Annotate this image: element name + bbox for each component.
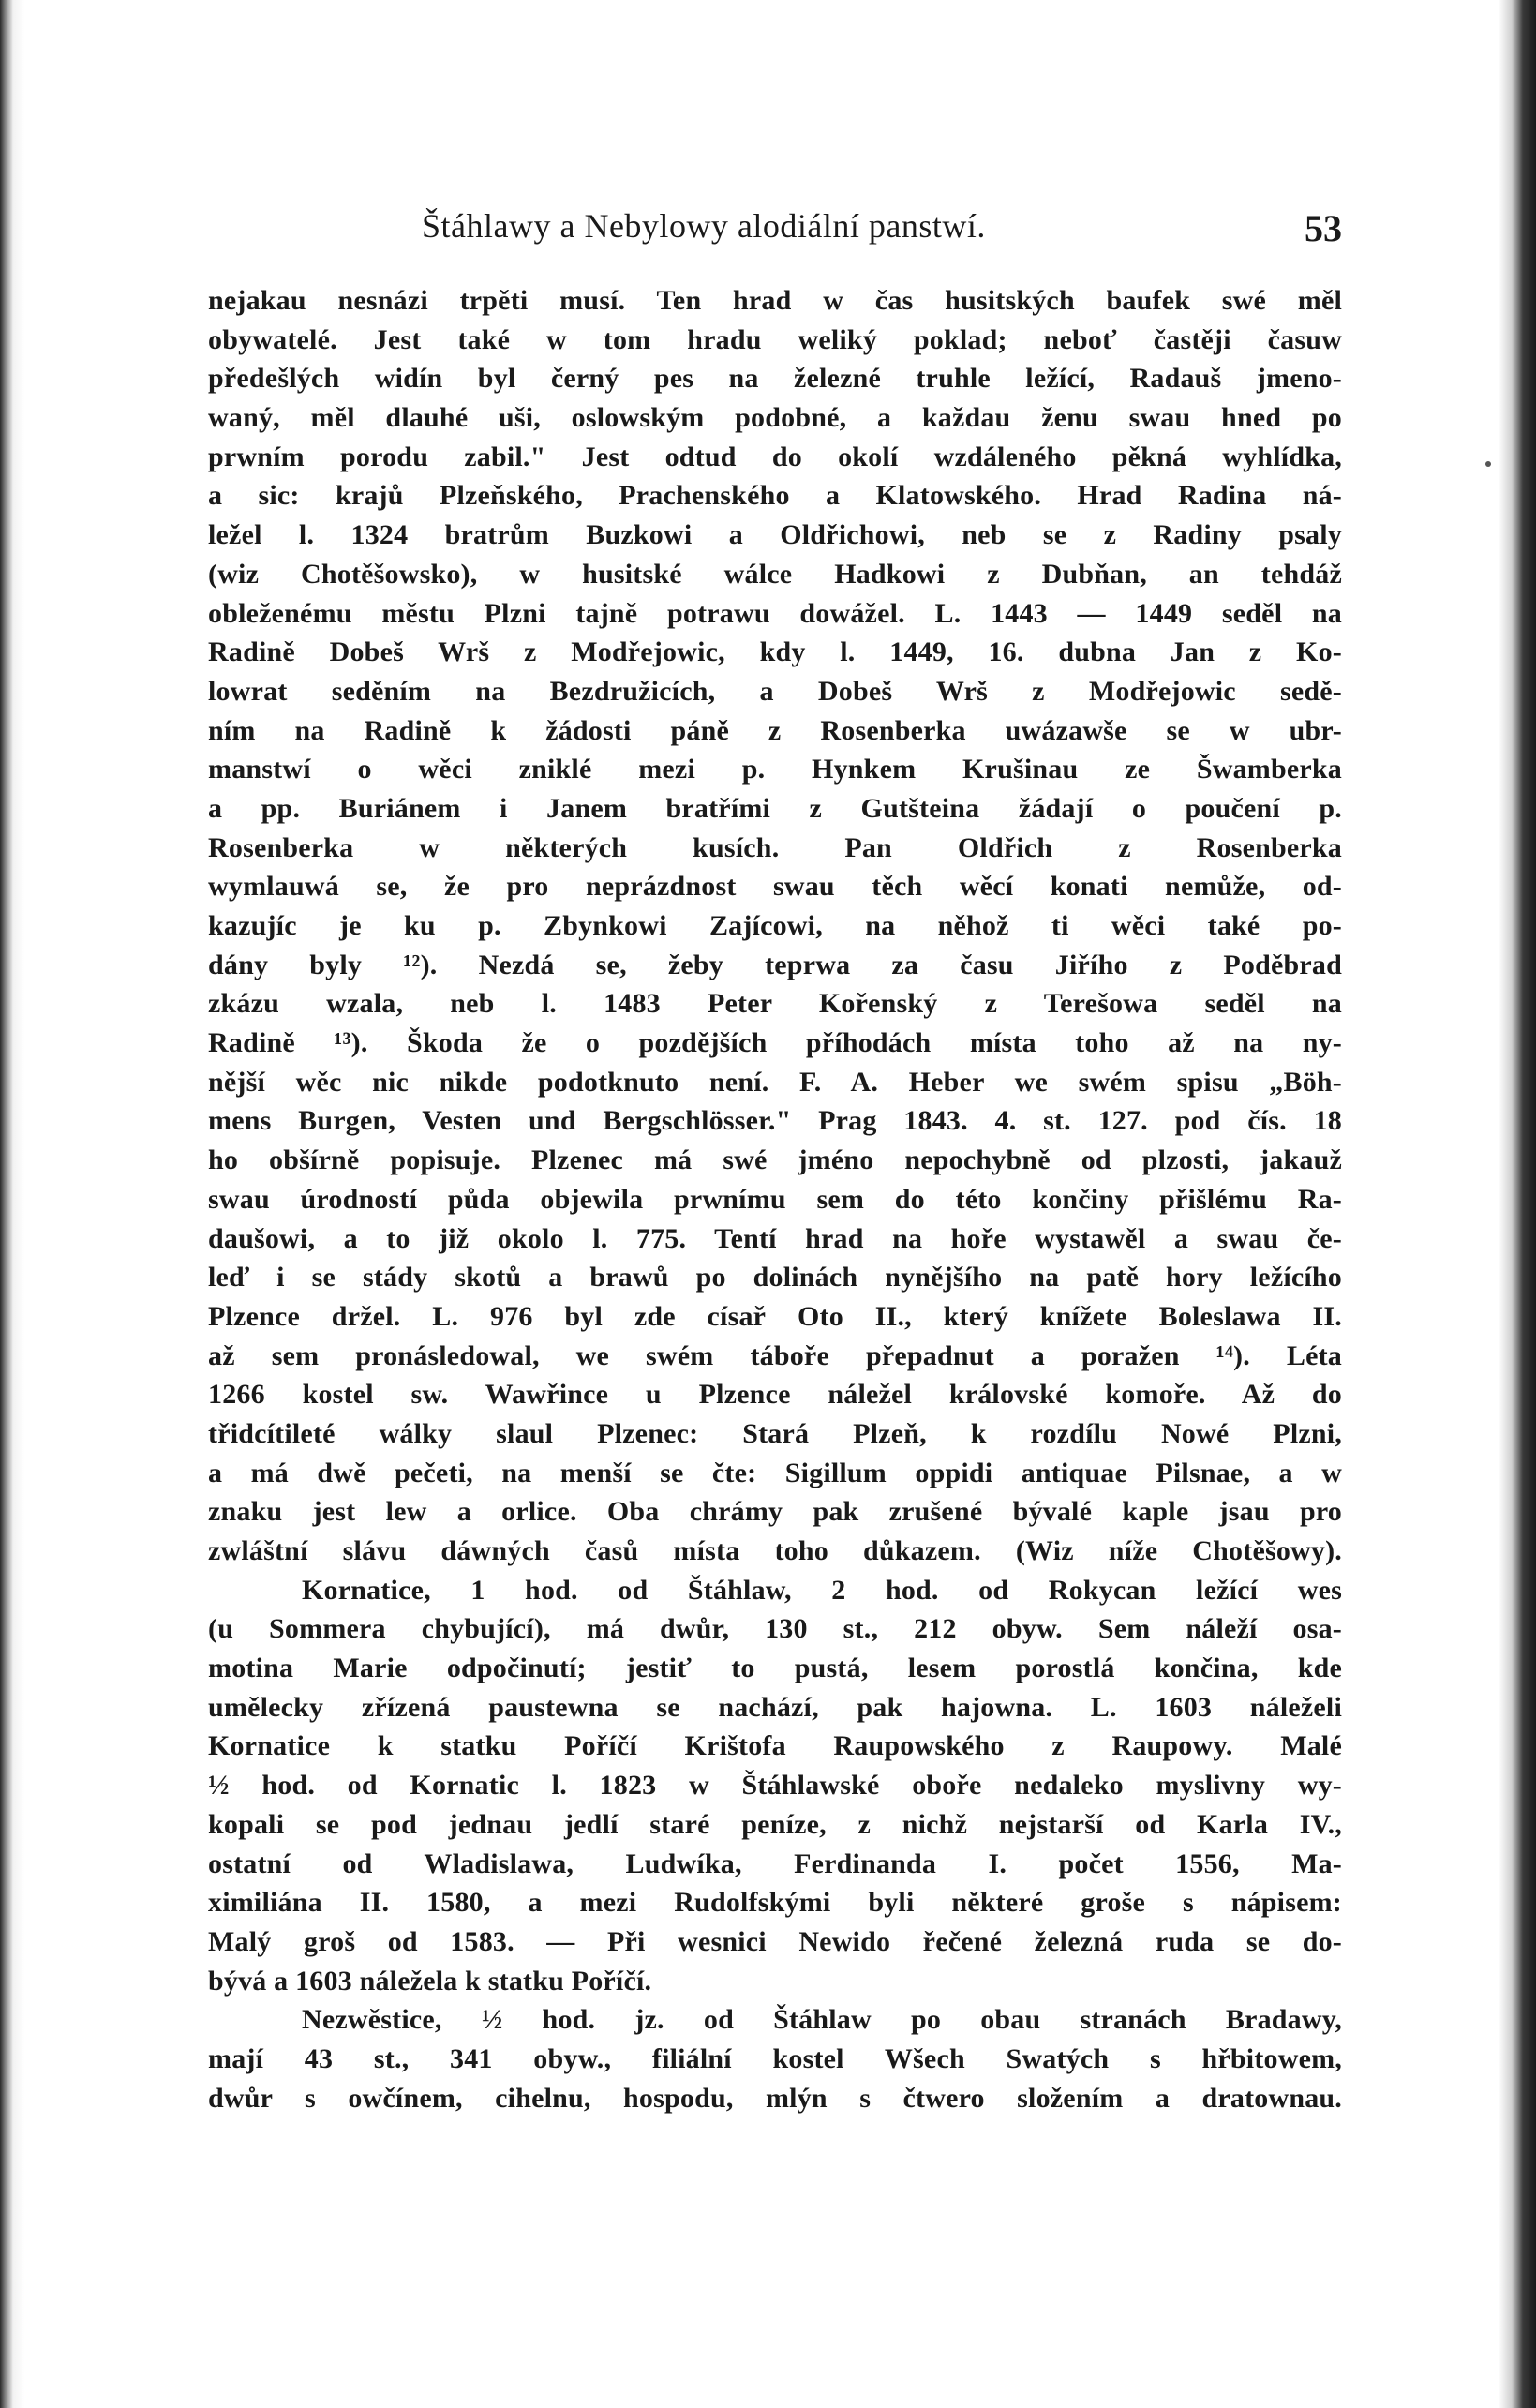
text-line: leď i se stády skotů a brawů po dolinách nynějšího na patě hory ležícího — [208, 1262, 1342, 1294]
dust-speck — [1485, 461, 1491, 467]
body-text — [208, 281, 1342, 2117]
text-line: mens Burgen, Vesten und Bergschlösser." Prag 1843. 4. st. 127. pod čís. 18 — [208, 1105, 1342, 1137]
text-line: a sic: krajů Plzeňského, Prachenského a Klatowského. Hrad Radina ná- — [208, 480, 1342, 512]
text-line: Kornatice k statku Poříčí Krištofa Raupowského z Raupowy. Malé — [208, 1730, 1342, 1762]
text-line: Plzence držel. L. 976 byl zde císař Oto II., který knížete Boleslawa II. — [208, 1300, 1342, 1332]
text-line: kopali se pod jednau jedlí staré peníze, z nichž nejstarší od Karla IV., — [208, 1808, 1342, 1840]
text-line: obywatelé. Jest také w tom hradu weliký poklad; neboť častěji časuw — [208, 323, 1342, 355]
text-line: waný, měl dlauhé uši, oslowským podobné, a každau ženu swau hned po — [208, 402, 1342, 434]
text-line: nejakau nesnázi trpěti musí. Ten hrad w čas husitských baufek swé měl — [208, 285, 1342, 316]
text-line: zwláštní slávu dáwných časů místa toho důkazem. (Wiz níže Chotěšowy). — [208, 1535, 1342, 1566]
text-line: nější wěc nic nikde podotknuto není. F. A. Heber we swém spisu „Böh- — [208, 1066, 1342, 1098]
text-line: třidcítileté wálky slaul Plzenec: Stará Plzeň, k rozdílu Nowé Plzni, — [208, 1417, 1342, 1449]
text-line: Radině ¹³). Škoda že o pozdějších příhodách místa toho až na ny- — [208, 1027, 1342, 1059]
text-line: ½ hod. od Kornatic l. 1823 w Štáhlawské oboře nedaleko myslivny wy- — [208, 1770, 1342, 1802]
text-line: znaku jest lew a orlice. Oba chrámy pak zrušené bývalé kaple jsau pro — [208, 1496, 1342, 1528]
text-line: manstwí o wěci zniklé mezi p. Hynkem Krušinau ze Šwamberka — [208, 754, 1342, 785]
text-line: 1266 kostel sw. Wawřince u Plzence náležel královské komoře. Až do — [208, 1379, 1342, 1411]
text-line: ostatní od Wladislawa, Ludwíka, Ferdinanda I. počet 1556, Ma- — [208, 1847, 1342, 1879]
text-line: motina Marie odpočinutí; jestiť to pustá, lesem porostlá končina, kde — [208, 1653, 1342, 1684]
text-line: bývá a 1603 náležela k statku Poříčí. — [208, 1965, 652, 1997]
text-line: ním na Radině k žádosti páně z Rosenberka uwázawše se w ubr- — [208, 714, 1342, 746]
text-line: lowrat seděním na Bezdružicích, a Dobeš Wrš z Modřejowic sedě- — [208, 675, 1342, 707]
text-line: Radině Dobeš Wrš z Modřejowic, kdy l. 1449, 16. dubna Jan z Ko- — [208, 636, 1342, 668]
text-line: kazujíc je ku p. Zbynkowi Zajícowi, na něhož ti wěci také po- — [208, 910, 1342, 941]
page-number: 53 — [1305, 207, 1342, 249]
text-line: až sem pronásledowal, we swém táboře přepadnut a poražen ¹⁴). Léta — [208, 1339, 1342, 1371]
text-line: daušowi, a to již okolo l. 775. Tentí hrad na hoře wystawěl a swau če- — [208, 1222, 1342, 1254]
text-line: a pp. Buriánem i Janem bratřími z Gutšteina žádají o poučení p. — [208, 792, 1342, 824]
text-line: a má dwě pečeti, na menší se čte: Sigillum oppidi antiquae Pilsnae, a w — [208, 1457, 1342, 1488]
text-line: Malý groš od 1583. — Při wesnici Newido řečené železná ruda se do- — [208, 1925, 1342, 1957]
text-line: Rosenberka w některých kusích. Pan Oldřich z Rosenberka — [208, 831, 1342, 863]
text-line: ho obšírně popisuje. Plzenec má swé jméno nepochybně od plzosti, jakauž — [208, 1144, 1342, 1176]
text-line: předešlých widín byl černý pes na železné truhle ležící, Radauš jmeno- — [208, 363, 1342, 395]
text-line: obleženému městu Plzni tajně potrawu dowážel. L. 1443 — 1449 seděl na — [208, 597, 1342, 629]
text-line: wymlauwá se, že pro neprázdnost swau těch wěcí konati nemůže, od- — [208, 871, 1342, 903]
text-line: mají 43 st., 341 obyw., filiální kostel Wšech Swatých s hřbitowem, — [208, 2042, 1342, 2074]
text-line: prwním porodu zabil." Jest odtud do okolí wzdáleného pěkná wyhlídka, — [208, 441, 1342, 472]
text-line: (u Sommera chybující), má dwůr, 130 st., 212 obyw. Sem náleží osa- — [208, 1613, 1342, 1645]
text-line: dány byly ¹²). Nezdá se, žeby teprwa za času Jiřího z Poděbrad — [208, 949, 1342, 980]
text-line: umělecky zřízená paustewna se nachází, pak hajowna. L. 1603 náleželi — [208, 1691, 1342, 1723]
text-line: ximiliána II. 1580, a mezi Rudolfskými byli některé groše s nápisem: — [208, 1887, 1342, 1919]
page-edge-left — [0, 0, 24, 2408]
running-title: Štáhlawy a Nebylowy alodiální panstwí. — [422, 207, 986, 245]
text-line: dwůr s owčínem, cihelnu, hospodu, mlýn s čtwero složením a dratownau. — [208, 2082, 1342, 2114]
paragraph-kornatice-start: Kornatice, 1 hod. od Štáhlaw, 2 hod. od Rokycan ležící wes — [302, 1574, 1342, 1606]
text-line: (wiz Chotěšowsko), w husitské wálce Hadkowi z Dubňan, an tehdáž — [208, 558, 1342, 590]
text-line: ležel l. 1324 bratrům Buzkowi a Oldřichowi, neb se z Radiny psaly — [208, 519, 1342, 551]
paragraph-nezwestice-start: Nezwěstice, ½ hod. jz. od Štáhlaw po obau stranách Bradawy, — [302, 2004, 1342, 2036]
page-header — [208, 206, 1342, 253]
text-line: swau úrodností půda objewila prwnímu sem do této končiny přišlému Ra- — [208, 1183, 1342, 1215]
page-edge-right — [1499, 0, 1536, 2408]
text-line: zkázu wzala, neb l. 1483 Peter Kořenský z Terešowa seděl na — [208, 988, 1342, 1020]
